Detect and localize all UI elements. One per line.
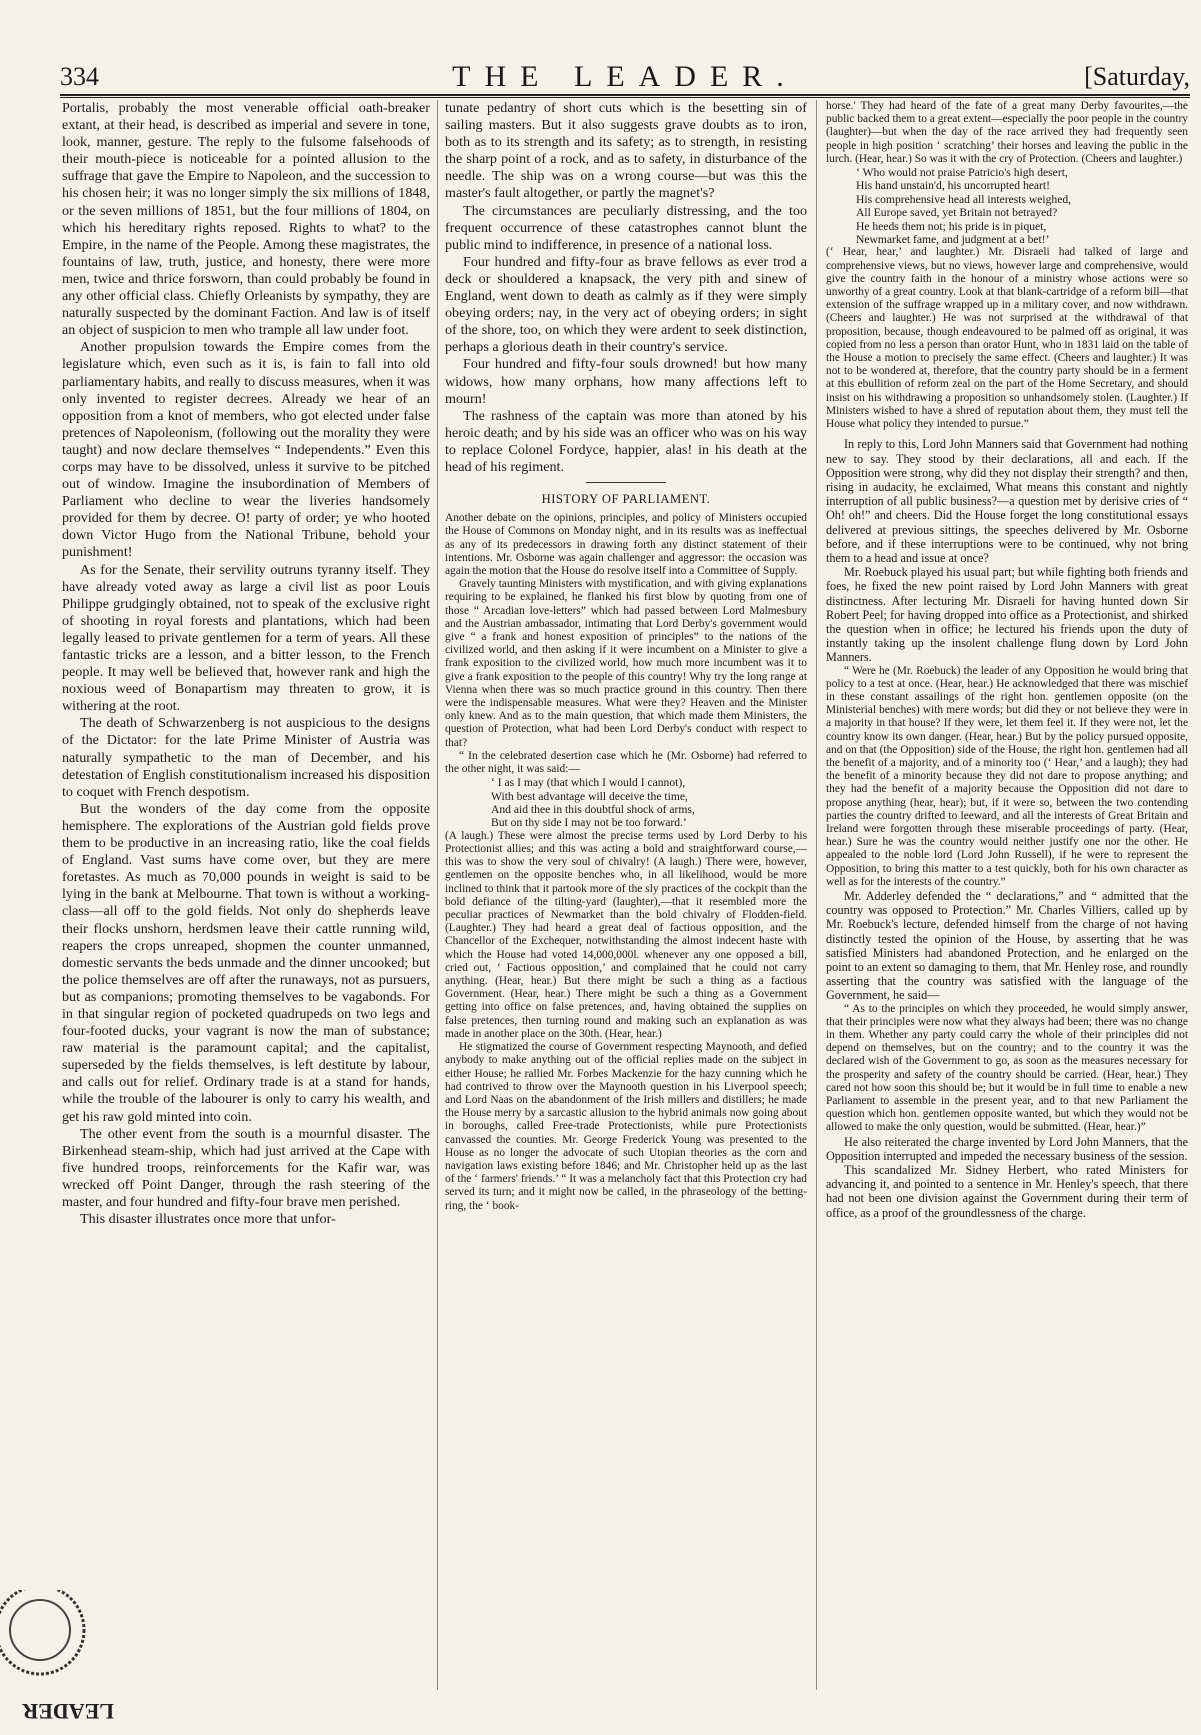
paragraph: The death of Schwarzenberg is not auspicious to the designs of the Dictator: for the late Prime Minister of Austria was naturally sympathetic to the man of December, and his detestation of English constitutionalism increased his disposition to coquet with French despotism. bbox=[62, 715, 430, 800]
paragraph: Mr. Adderley defended the “ declarations,” and “ admitted that the country was opposed to Protection.” Mr. Charles Villiers, called up by Mr. Roebuck's lecture, defended himself from the charge of not having distinctly tested the opinion of the House, by asserting that he was satisfied Ministers had abandoned Protection, and he enlarged on the point to an extent so damaging to them, that Mr. Henley rose, and roundly asserting that the country was satisfied with the language of the Government, he said— bbox=[826, 889, 1188, 1003]
column-divider bbox=[816, 100, 817, 1690]
verse-line: Newmarket fame, and judgment at a bet!’ bbox=[856, 233, 1050, 247]
paragraph: Four hundred and fifty-four as brave fellows as ever trod a deck or shouldered a knapsack, the very pith and sinew of England, went down to death as calmly as if they were simply obeying orders; nay, in the very act of obeying orders; in sight of the shore, too, on which they were ardent to seek distinction, perhaps a glorious death in their country's service. bbox=[445, 253, 807, 356]
paragraph: (‘ Hear, hear,’ and laughter.) Mr. Disraeli had talked of large and comprehensive views, but no views, however large and comprehensive, would give the country faith in the honour of a ministry whose actions were so unworthy of a great country. Look at that blank-cartridge of a reform bill—that extension of the suffrage wrapped up in a military cover, and now withdrawn. (Cheers and laughter.) He was not surprised at the withdrawal of that proposition, because, though endeavoured to be palmed off as original, it was copied from no less a person than orator Hunt, who in 1831 laid on the table of the House a motion to precisely the same effect. (Cheers and laughter.) It was not to be wondered at, therefore, that the country party should be in a ferment at this ebullition of reform zeal on the part of the Home Secretary, and should insist on his withdrawing a proposition so unhandsomely stolen. (Laughter.) If Ministers wished to have a shred of reputation about them, they must tell the House what policy they intended to pursue.” bbox=[826, 246, 1188, 431]
section-divider bbox=[586, 482, 666, 483]
paragraph: “ Were he (Mr. Roebuck) the leader of any Opposition he would bring that policy to a test at once. (Hear, hear.) He acknowledged that there was mischief in these constant assailings of the right hon. gentlemen opposite (on the Ministerial benches) with mere words; but did they or not believe they were in a majority in that house? If they were, let them feel it. If they were not, let the country know its own danger. (Hear, hear.) But by the policy pursued opposite, and on that (the Opposition) side of the House, the right hon. gentlemen had all the benefit of a majority, and of a minority too (‘ Hear,’ and a laugh); they had the benefit of a minority because they did not dare to propose anything; and they had the benefit of a majority because the Opposition did not dare to propose anything (hear, hear); but, if it were so, between the two contending parties the country drifted to leeward, and all the interests of Great Britain and Ireland were forgotten through these miserable proceedings of party. (Hear, hear.) Sure he was the country would neither justify one nor the other. He appealed to the noble lord (Lord John Russell), if he were to represent the Opposition, to bring this matter to a test quickly, both for his own character as well as for the interests of the country.” bbox=[826, 664, 1188, 888]
paragraph: horse.' They had heard of the fate of a great many Derby favourites,—the public backed them to a great extent—especially the poor people in the country (laughter)—but when the day of the race arrived they had frequently seen people in high position ‘ scratching’ their horses and leaving the public in the lurch. (Hear, hear.) So was it with the cry of Protection. (Cheers and laughter.) bbox=[826, 100, 1188, 165]
paragraph: This disaster illustrates once more that unfor- bbox=[80, 1211, 336, 1228]
paragraph: Portalis, probably the most venerable official oath-breaker extant, at their head, is described as imperial and severe in tone, look, manner, gesture. The reply to the fulsome falsehoods of their mouth-piece is noticeable for a pointed allusion to the suffrage that gave the Empire to Napoleon, and the succession to his chosen heir; it was no longer simply the six millions of 1848, or the seven millions of 1851, but the four millions of 1804, on which his hereditary rights reposed. Rights to what? to the Empire, in the name of the People. Among these magistrates, the fountains of law, truth, justice, and honesty, there were more men, twice and thrice forsworn, than could probably be found in any other official class. Chiefly Orleanists by sympathy, they are naturally suspected by the dominant Faction. And law is of itself an object of suspicion to men who trample all law under foot. bbox=[62, 100, 430, 339]
verse-line: And aid thee in this doubtful shock of arms, bbox=[491, 803, 695, 817]
verse-line: His comprehensive head all interests weighed, bbox=[856, 192, 1072, 206]
paragraph: Mr. Roebuck played his usual part; but while fighting both friends and foes, he fixed the new point raised by Lord John Manners with great distinctness. After lecturing Mr. Disraeli for having hunted down Sir Robert Peel; for having dropped into office as a Protectionist, and shirked the question when in office; he lectured his friends upon the duty of instantly taking up the insolent challenge flung down by Lord John Manners. bbox=[826, 565, 1188, 665]
section-heading: HISTORY OF PARLIAMENT. bbox=[541, 492, 711, 507]
page-number: 334 bbox=[60, 62, 99, 91]
paragraph: Gravely taunting Ministers with mystification, and with giving explanations requiring to be explained, he flanked his first blow by quoting from one of those “ Arcadian love-letters” which had passed between Lord Malmesbury and the Austrian ambassador, intimating that Lord Derby's government would give “ a frank and honest exposition of principles” to the nations of the civilized world, and then asking if it were incumbent on a Minister to give a frank exposition to the civilized world, how much more incumbent was it to give a frank exposition to the people of this country! Why try the long range at Vienna when there was so much practice ground in this country. Then there were the indispensable measures. What were they? Heaven and the Minister only knew. And as to the main question, that which made them Ministers, the question of Protection, what had been Lord Derby's conduct with respect to that? bbox=[445, 578, 807, 749]
header-rule-thin bbox=[60, 97, 1190, 98]
header-rule bbox=[60, 94, 1190, 96]
verse-quote bbox=[491, 776, 807, 830]
paragraph: He also reiterated the charge invented by Lord John Manners, that the Opposition interrupted and impeded the necessary business of the session. bbox=[826, 1134, 1188, 1163]
verse-line: ‘ I as I may (that which I would I cannot), bbox=[491, 776, 686, 790]
page-header bbox=[60, 60, 1190, 94]
issue-day: [Saturday, bbox=[1084, 62, 1190, 91]
paragraph: In reply to this, Lord John Manners said that Government had nothing new to say. They stood by their declarations, all and each. If the Opposition were strong, why did they not display their strength? and then, rising in audacity, he exclaimed, What means this constant and nightly interruption of all public business?—a question met by derisive cries of “ Oh! oh!” and cheers. Did the House forget the long constitutional essays delivered at previous sittings, the speeches delivered by Mr. Osborne before, and if these interruptions were to be continued, why not bring them to a head and issue at once? bbox=[826, 437, 1188, 565]
column-1 bbox=[62, 100, 430, 1690]
column-3 bbox=[826, 100, 1188, 1690]
paragraph: As for the Senate, their servility outruns tyranny itself. They have already voted away as large a civil list as poor Louis Philippe grudgingly obtained, not to speak of the exclusive right of shooting in royal forests and plantations, which had been legally leased to private gentlemen for a term of years. All these fantastic tricks are a lesson, and a bitter lesson, to the French people. It may well be believed that, however rank and high the noxious weed of Bonapartism may threaten to grow, it is withering at the root. bbox=[62, 561, 430, 715]
paragraph: tunate pedantry of short cuts which is the besetting sin of sailing masters. But it also suggests grave doubts as to iron, both as to its strength and its safety; as to strength, in resisting the sharp point of a rock, and as to safety, in disturbance of the needle. The ship was on a wrong course—but was this the master's fault altogether, or partly the magnet's? bbox=[445, 100, 807, 202]
library-stamp bbox=[0, 1590, 150, 1730]
masthead-title: THE LEADER. bbox=[452, 60, 798, 93]
paragraph: This scandalized Mr. Sidney Herbert, who rated Ministers for advancing it, and pointed to a sentence in Mr. Henley's speech, that there had not been one division against the Government during their term of office, as a proof of the groundlessness of the charge. bbox=[826, 1163, 1188, 1220]
verse-line: With best advantage will deceive the time, bbox=[491, 789, 688, 803]
paragraph: Another debate on the opinions, principles, and policy of Ministers occupied the House of Commons on Monday night, and in its results was as ineffectual as any of its predecessors in drawing forth any distinct statement of their intentions. Mr. Osborne was again challenger and aggressor: the occasion was again the motion that the House do resolve itself into a Committee of Supply. bbox=[445, 512, 807, 577]
column-2 bbox=[445, 100, 807, 1690]
paragraph: But the wonders of the day come from the opposite hemisphere. The explorations of the Austrian gold fields prove them to be productive in an increasing ratio, like the coal fields of England. Vast sums have come over, but they are mere foretastes. As much as 70,000 pounds in weight is said to be lying in the bank at Melbourne. That town is without a working-class—all off to the gold fields. Not only do shepherds leave their flocks unshorn, herdsmen leave their cattle running wild, reapers the crops unreaped, shopmen the counter unmanned, domestic servants the beds unmade and the dinner uncooked; but the police themselves are off after the runaways, not as pursuers, but as companions; promoting themselves to be vagabonds. For in that singular region of pocketed quadrupeds on two legs and four-footed ducks, your vagrant is now the man of substance; raw material is the paramount capital; and the capitalist, superseded by the fields themselves, is left destitute by labour, and calls out for relief. Ordinary trade is at a stand for hands, while the trouble of the labourer is only to carry his wealth, and get his raw gold minted into coin. bbox=[62, 800, 430, 1125]
verse-line: He heeds them not; his pride is in piquet, bbox=[856, 219, 1047, 233]
stamp-seal-icon bbox=[0, 1590, 150, 1730]
stamp-text: LEADER bbox=[22, 1699, 114, 1724]
verse-line: But on thy side I may not be too forward.’ bbox=[491, 816, 687, 830]
verse-quote bbox=[856, 166, 1188, 246]
paragraph: Another propulsion towards the Empire comes from the legislature which, even such as it is, is fain to fall into old parliamentary habits, and really to discuss measures, when it was only invented to register decrees. Already we hear of an opposition from a knot of members, who got elected under false pretences of Napoleonism, (following out the morality they were taught) and now declare themselves “ Independents.” Even this corps may have to be dissolved, unless it survive to be pitched out of window. Imagine the insubordination of Members of Parliament who decline to wear the liveries handsomely provided for them by decree. O! party of order; ye who hooted down Victor Hugo from the National Tribune, behold your punishment! bbox=[62, 339, 430, 561]
paragraph: “ In the celebrated desertion case which he (Mr. Osborne) had referred to the other night, it was said:— bbox=[445, 749, 807, 776]
paragraph: Four hundred and fifty-four souls drowned! but how many widows, how many orphans, how many affections left to mourn! bbox=[445, 356, 807, 407]
paragraph: The circumstances are peculiarly distressing, and the too frequent occurrence of these catastrophes cannot blunt the public mind to indifference, in presence of a national loss. bbox=[445, 202, 807, 253]
verse-line: ‘ Who would not praise Patricio's high desert, bbox=[856, 166, 1068, 180]
verse-line: His hand unstain'd, his uncorrupted heart! bbox=[856, 179, 1050, 193]
verse-line: All Europe saved, yet Britain not betrayed? bbox=[856, 206, 1058, 220]
paragraph: (A laugh.) These were almost the precise terms used by Lord Derby to his Protectionist allies; and this was acting a bold and straightforward course,—this was to show the very soul of chivalry! (A laugh.) There were, however, gentlemen on the opposite benches who, in all likelihood, would be more inclined to think that it partook more of the sly practices of the cockpit than the bold defiance of the tilting-yard (laughter),—that it resembled more the peculiar practices of Newmarket than the bold chivalry of Flodden-field. (Laughter.) They had heard a great deal of factious opposition, and the Chancellor of the Exchequer, notwithstanding the almost indecent haste with which the House had voted 14,000,000l. whenever any one opposed a bill, cried out, ‘ Factious opposition,’ and complained that he could not carry anything. (Hear, hear.) But there might be such a thing as a factious Government. (Hear, hear.) There might be such a thing as a Government getting into office on false pretences, and, having obtained the supplies on false pretences, then turning round and making such an explanation as was made in another place on the 30th. (Hear, hear.) bbox=[445, 829, 807, 1040]
paragraph: “ As to the principles on which they proceeded, he would simply answer, that their principles were now what they always had been; there was no change in them. Whether any party could carry the whole of their principles did not depend on themselves, but on the country; and to the country it was the declared wish of the Government to go, as soon as the measures necessary for the prosperity and safety of the country should be carried. (Hear, hear.) They cared not how soon this should be; but it would be in full time to enable a new Parliament to assemble in the present year, and to that new Parliament the question which hon. gentlemen opposite wanted, but which they would not be allowed to make the only question, would be submitted. (Hear, hear.)” bbox=[826, 1002, 1188, 1134]
paragraph: He stigmatized the course of Government respecting Maynooth, and defied anybody to make anything out of the official replies made on the subject in either House; he rallied Mr. Forbes Mackenzie for the hazy cunning which he had contrived to throw over the Maynooth question in his Liverpool speech; and Lord Naas on the abandonment of the Irish millers and distillers; he made the House merry by a sarcastic allusion to the hybrid animals now going about in boroughs, called Free-trade Protectionists, while pure Protectionists canvassed the counties. Mr. George Frederick Young was presented to the House as no longer the advocate of such Utopian theories as the corn and navigation laws existing before 1846; and Mr. Christopher held up as the last of the ‘ farmers' friends.’ “ It was a melancholy fact that this Protection cry had served its turn; and it might now be called, in the phraseology of the betting-ring, the ‘ book- bbox=[445, 1041, 807, 1212]
column-divider bbox=[437, 100, 438, 1690]
paragraph: The rashness of the captain was more than atoned by his heroic death; and by his side was an officer who was on his way to replace Colonel Fordyce, happier, alas! in his death at the head of his regiment. bbox=[445, 407, 807, 475]
paragraph: The other event from the south is a mournful disaster. The Birkenhead steam-ship, which had just arrived at the Cape with five hundred troops, reinforcements for the Kafir war, was wrecked off Point Danger, through the rash steering of the master, and four hundred and fifty-four brave men perished. bbox=[62, 1125, 430, 1210]
